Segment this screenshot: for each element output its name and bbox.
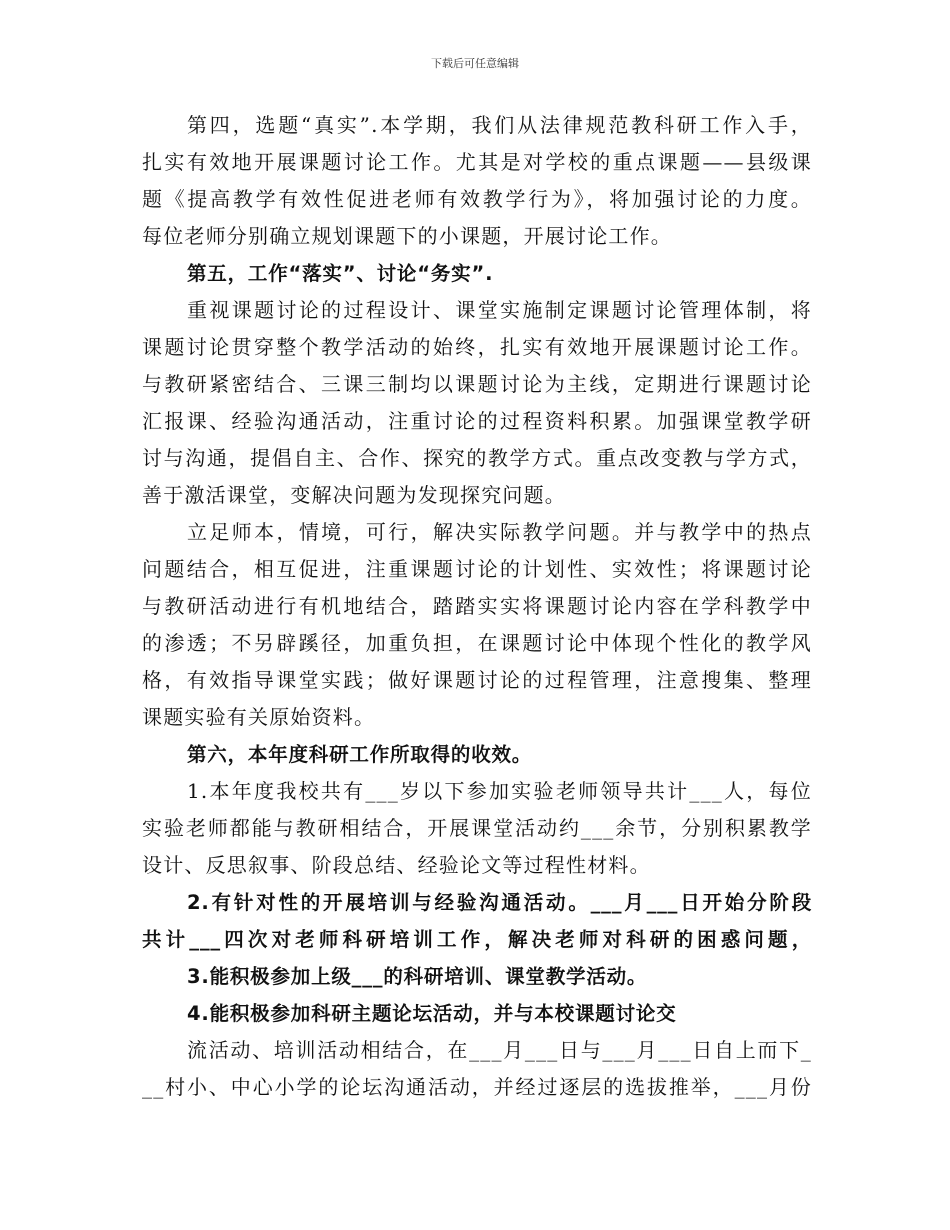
paragraph-line: 重视课题讨论的过程设计、课堂实施制定课题讨论管理体制，将 (187, 298, 812, 322)
paragraph-line: 汇报课、经验沟通活动，注重讨论的过程资料积累。加强课堂教学研 (142, 409, 812, 433)
paragraph-line: 与教研紧密结合、三课三制均以课题讨论为主线，定期进行课题讨论 (142, 372, 812, 396)
paragraph-line: 立足师本，情境，可行，解决实际教学问题。并与教学中的热点 (187, 520, 812, 544)
section-heading-line: 2.有针对性的开展培训与经验沟通活动。___月___日开始分阶段 (187, 891, 812, 914)
paragraph-line: 1.本年度我校共有___岁以下参加实验老师领导共计___人，每位 (187, 779, 812, 803)
paragraph-line: 课题实验有关原始资料。 (142, 705, 376, 729)
section-heading-line: 4.能积极参加科研主题论坛活动，并与本校课题讨论交 (187, 1002, 677, 1025)
paragraph-line: 格，有效指导课堂实践；做好课题讨论的过程管理，注意搜集、整理 (142, 668, 812, 692)
paragraph-line: 扎实有效地开展课题讨论工作。尤其是对学校的重点课题——县级课 (142, 150, 812, 174)
page-header: 下载后可任意编辑 (431, 57, 519, 70)
paragraph-line: 设计、反思叙事、阶段总结、经验论文等过程性材料。 (142, 853, 651, 877)
paragraph-line: 问题结合，相互促进，注重课题讨论的计划性、实效性；将课题讨论 (142, 557, 812, 581)
paragraph-line: 课题讨论贯穿整个教学活动的始终，扎实有效地开展课题讨论工作。 (142, 335, 812, 359)
paragraph-line: 每位老师分别确立规划课题下的小课题，开展讨论工作。 (142, 224, 672, 248)
paragraph-line: 的渗透；不另辟蹊径，加重负担，在课题讨论中体现个性化的教学风 (142, 631, 812, 655)
paragraph-line: 第四，选题“真实”.本学期，我们从法律规范教科研工作入手， (187, 113, 812, 137)
paragraph-line: 讨与沟通，提倡自主、合作、探究的教学方式。重点改变教与学方式， (142, 446, 812, 470)
paragraph-line: 题《提高教学有效性促进老师有效教学行为》，将加强讨论的力度。 (142, 187, 812, 211)
section-heading-line: 共计___四次对老师科研培训工作，解决老师对科研的困惑问题， (142, 928, 812, 951)
section-heading-line: 第六，本年度科研工作所取得的收效。 (187, 743, 533, 766)
section-heading-line: 3.能积极参加上级___的科研培训、课堂教学活动。 (187, 965, 648, 988)
paragraph-line: 善于激活课堂，变解决问题为发现探究问题。 (142, 483, 566, 507)
paragraph-line: __村小、中心小学的论坛沟通活动，并经过逐层的选拔推举，___月份 (142, 1075, 812, 1099)
section-heading-line: 第五，工作“落实”、讨论“务实”. (187, 262, 494, 285)
paragraph-line: 与教研活动进行有机地结合，踏踏实实将课题讨论内容在学科教学中 (142, 594, 812, 618)
document-body (142, 107, 812, 1106)
paragraph-line: 流活动、培训活动相结合，在___月___日与___月___日自上而下_ (187, 1038, 812, 1062)
paragraph-line: 实验老师都能与教研相结合，开展课堂活动约___余节，分别积累教学 (142, 816, 812, 840)
